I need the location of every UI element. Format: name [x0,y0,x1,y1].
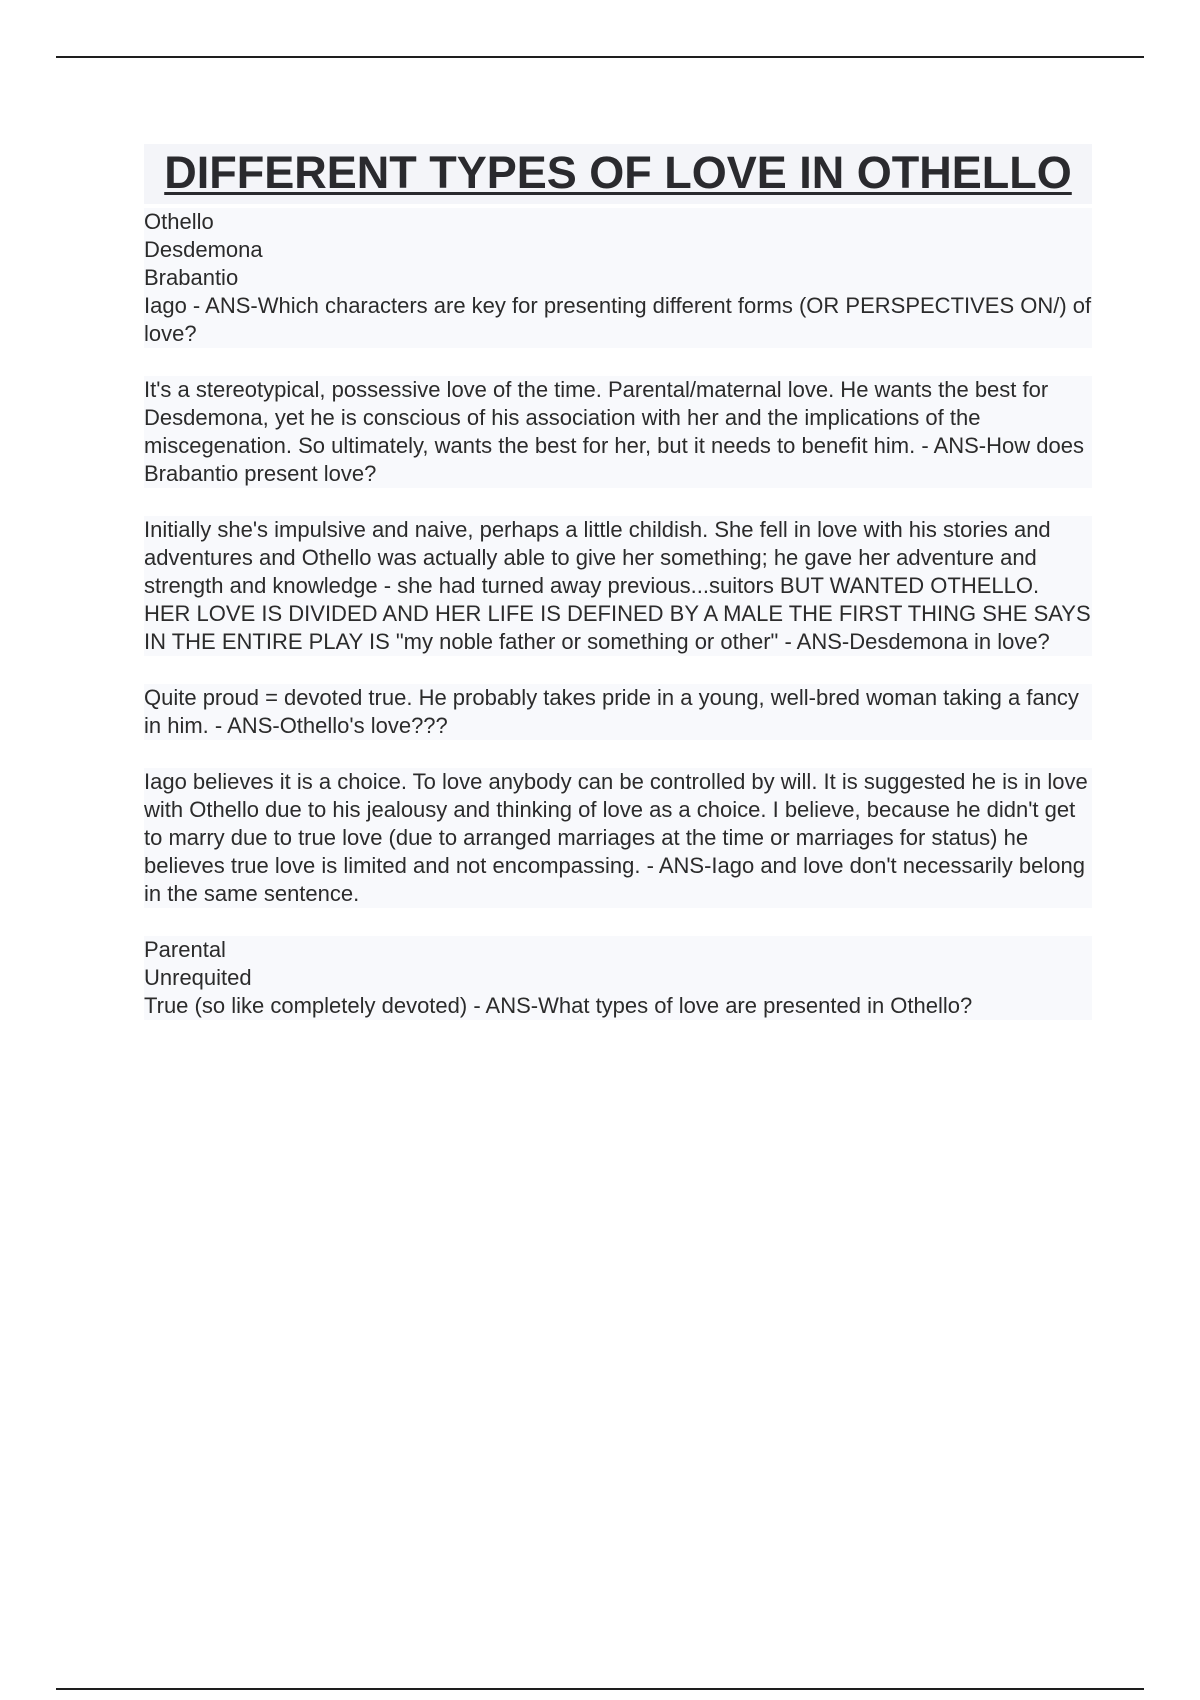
flashcard-iago [144,768,1092,908]
flashcard-text: Quite proud = devoted true. He probably takes pride in a young, well-bred woman taking a fancy in him. - ANS-Othello's love??? [144,685,1086,738]
bottom-divider [56,1688,1144,1690]
flashcard-desdemona [144,516,1092,656]
flashcard-text: Iago believes it is a choice. To love anybody can be controlled by will. It is suggested he is in love with Othello due to his jealousy and thinking of love as a choice. I believe, because he didn't get to marry due to true love (due to arranged marriages at the time or marriages for status) he believes true love is limited and not encompassing. - ANS-Iago and love don't necessarily belong in the same sentence. [144,769,1094,906]
flashcard-types [144,936,1092,1020]
flashcard-text: Initially she's impulsive and naive, perhaps a little childish. She fell in love with his stories and adventures and Othello was actually able to give her something; he gave her adventure and strength and knowledge - she had turned away previous...suitors BUT WANTED OTHELLO. HER LOVE IS DIVIDED AND HER LIFE IS DEFINED BY A MALE THE FIRST THING SHE SAYS IN THE ENTIRE PLAY IS "my noble father or something or other" - ANS-Desdemona in love? [144,517,1091,654]
flashcard-text: Othello Desdemona Brabantio Iago - ANS-Which characters are key for presenting different forms (OR PERSPECTIVES ON/) of love? [144,209,1092,346]
document-body [144,144,1092,1048]
top-divider [56,56,1144,58]
flashcard-characters [144,208,1092,348]
flashcard-brabantio [144,376,1092,488]
flashcard-text: Parental Unrequited True (so like completely devoted) - ANS-What types of love are presented in Othello? [144,937,973,1018]
flashcard-text: It's a stereotypical, possessive love of the time. Parental/maternal love. He wants the best for Desdemona, yet he is conscious of his association with her and the implications of the miscegenation. So ultimately, wants the best for her, but it needs to benefit him. - ANS-How does Brabantio present love? [144,377,1091,486]
flashcard-othello [144,684,1092,740]
title-block [144,144,1092,204]
page-title: DIFFERENT TYPES OF LOVE IN OTHELLO [164,147,1072,198]
